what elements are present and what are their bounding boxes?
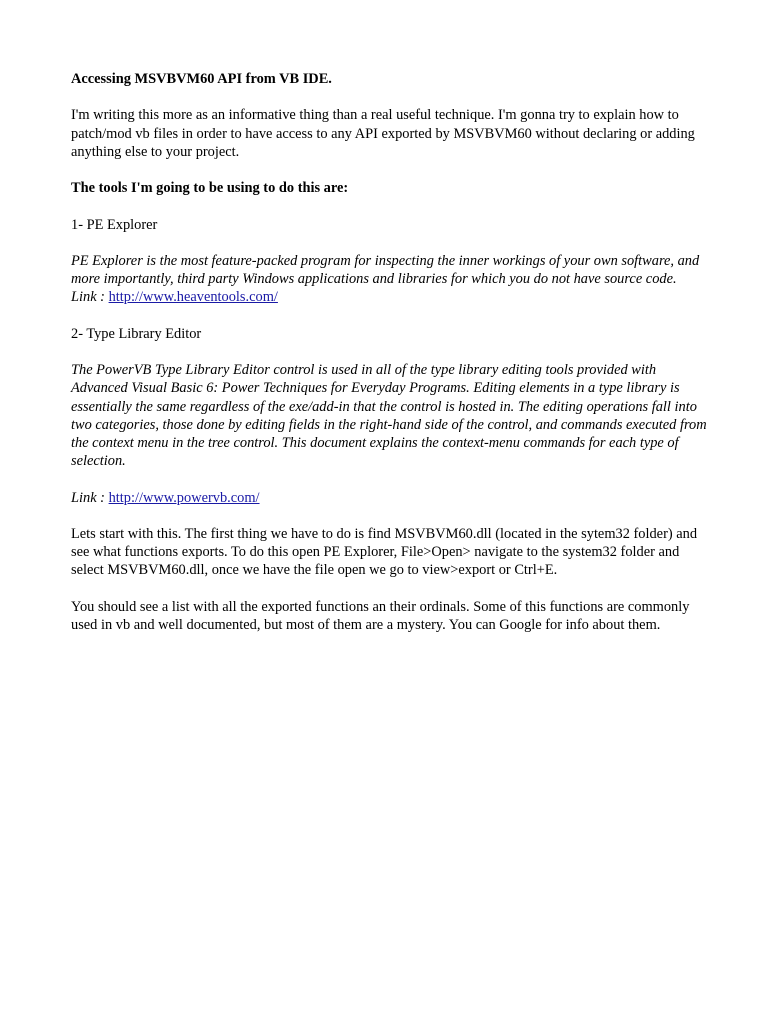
tool2-link-label: Link : <box>71 489 109 506</box>
tool1-section <box>71 252 711 307</box>
document-page <box>71 70 711 652</box>
intro-paragraph: I'm writing this more as an informative thing than a real useful technique. I'm gonna try to explain how to patch/mod vb files in order to have access to any API exported by MSVBVM60 without declaring or adding anything else to your project. <box>71 107 695 160</box>
tool2-heading: 2- Type Library Editor <box>71 325 202 342</box>
powervb-link[interactable]: http://www.powervb.com/ <box>108 489 260 506</box>
tools-heading: The tools I'm going to be using to do this are: <box>71 180 349 197</box>
tool2-link-line <box>71 489 711 507</box>
document-title: Accessing MSVBVM60 API from VB IDE. <box>71 71 332 87</box>
start-paragraph: Lets start with this. The first thing we have to do is find MSVBVM60.dll (located in the sytem32 folder) and see what functions exports. To do this open PE Explorer, File>Open> navigate to the system32 folder and select MSVBVM60.dll, once we have the file open we go to view>export or Ctrl+E. <box>71 525 698 579</box>
tool2-description: The PowerVB Type Library Editor control is used in all of the type library editing tools provided with Advanced Visual Basic 6: Power Techniques for Everyday Programs. Editing elements in a type library is essentially the same regardless of the exe/add-in that the control is hosted in. The editing operations fall into two categories, those done by editing fields in the right-hand side of the control, and commands executed from the context menu in the tree control. This document explains the context-menu commands for each type of selection. <box>71 362 707 470</box>
heaventools-link[interactable]: http://www.heaventools.com/ <box>108 289 278 306</box>
tool1-description: PE Explorer is the most feature-packed program for inspecting the inner workings of your own software, and more importantly, third party Windows applications and libraries for which you do not have source code. <box>71 252 700 288</box>
exports-paragraph: You should see a list with all the exported functions an their ordinals. Some of this functions are commonly used in vb and well documented, but most of them are a mystery. You can Google for info about them. <box>71 598 690 633</box>
tool1-heading: 1- PE Explorer <box>71 216 158 233</box>
tool1-link-label: Link : <box>71 289 109 306</box>
